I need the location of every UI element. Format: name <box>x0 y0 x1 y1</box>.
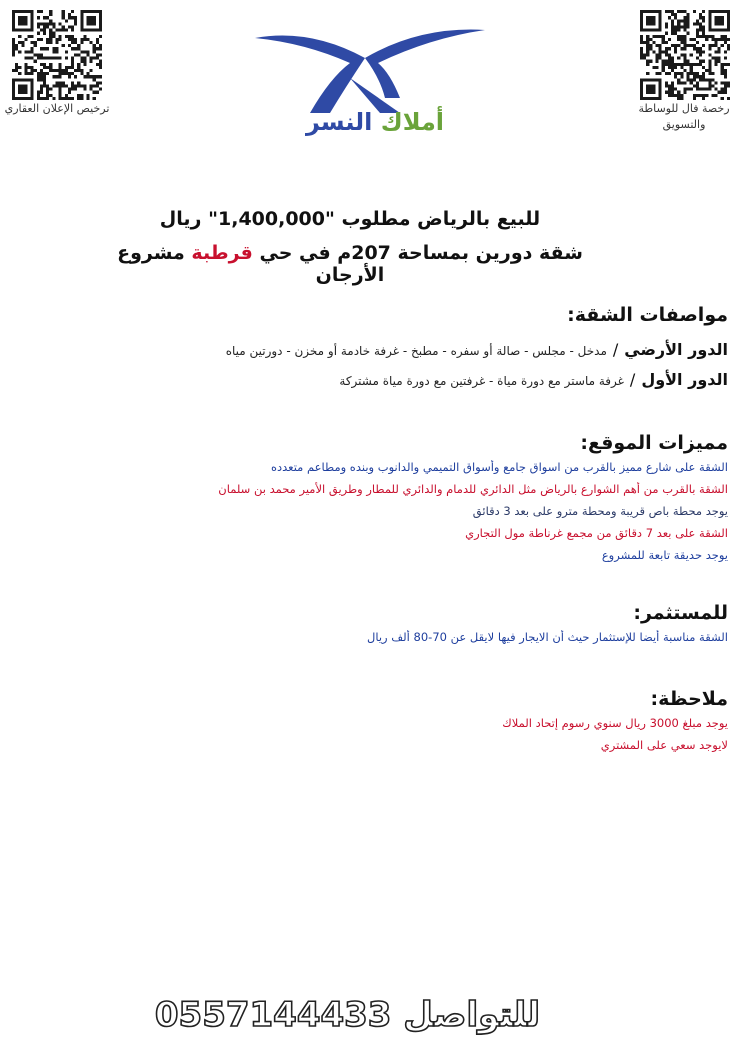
headline-price: للبيع بالرياض مطلوب "1,400,000" ريال <box>159 208 541 230</box>
qr-code-ad-license[interactable] <box>12 10 102 100</box>
ground-floor-value: مدخل - مجلس - صالة أو سفره - مطبخ - غرفة خادمة أو مخزن - دورتين مياه <box>225 344 607 358</box>
specs-title: مواصفات الشقة: <box>567 304 728 326</box>
location-line: الشقة على شارع مميز بالقرب من اسواق جامع وأسواق التميمي والدانوب وبنده ومطاعم متعدده <box>270 460 728 474</box>
location-line: الشقة على بعد 7 دقائق من مجمع غرناطة مول التجاري <box>465 526 728 540</box>
location-title: مميزات الموقع: <box>580 432 728 454</box>
location-line: الشقة بالقرب من أهم الشوارع بالرياض مثل الدائري للدمام والدائري للمطار وطريق الأمير محمد بن سلمان <box>218 482 728 496</box>
separator: / <box>612 340 619 359</box>
contact-phone[interactable] <box>154 995 540 1035</box>
spec-first-floor <box>18 370 728 389</box>
location-line: يوجد حديقة تابعة للمشروع <box>601 548 728 562</box>
note-title: ملاحظة: <box>650 688 728 710</box>
ground-floor-label: الدور الأرضي <box>624 340 728 359</box>
qr-code-icon <box>640 10 730 100</box>
note-line: يوجد مبلغ 3000 ريال سنوي رسوم إتحاد الملاك <box>502 716 728 730</box>
phone-number: 0557144433 <box>154 995 392 1035</box>
brand-name <box>270 108 480 136</box>
qr-right-caption: رخصة فال للوساطة والتسويق <box>638 102 730 131</box>
headline-post: مشروع الأرجان <box>117 242 385 286</box>
note-line: لايوجد سعي على المشتري <box>600 738 728 752</box>
qr-left-caption: ترخيص الإعلان العقاري <box>4 102 110 115</box>
first-floor-label: الدور الأول <box>641 370 728 389</box>
qr-code-fal-license[interactable] <box>640 10 730 100</box>
location-line: يوجد محطة باص قريبة ومحطة مترو على بعد 3 دقائق <box>472 504 728 518</box>
separator: / <box>629 370 636 389</box>
headline-pre: شقة دورين بمساحة 207م في حي <box>252 242 583 264</box>
brand-word-2: النسر <box>305 108 373 136</box>
first-floor-value: غرفة ماستر مع دورة مياة - غرفتين مع دورة مياة مشتركة <box>339 374 624 388</box>
headline-description <box>80 242 620 286</box>
investor-line: الشقة مناسبة أيضا للإستثمار حيث أن الايجار فيها لايقل عن 70-80 ألف ريال <box>366 630 728 644</box>
qr-code-icon <box>12 10 102 100</box>
spec-ground-floor <box>18 340 728 359</box>
brand-word-1: أملاك <box>380 108 445 136</box>
headline-district: قرطبة <box>191 242 253 264</box>
investor-title: للمستثمر: <box>633 602 728 624</box>
contact-label: للتواصل <box>403 995 540 1035</box>
